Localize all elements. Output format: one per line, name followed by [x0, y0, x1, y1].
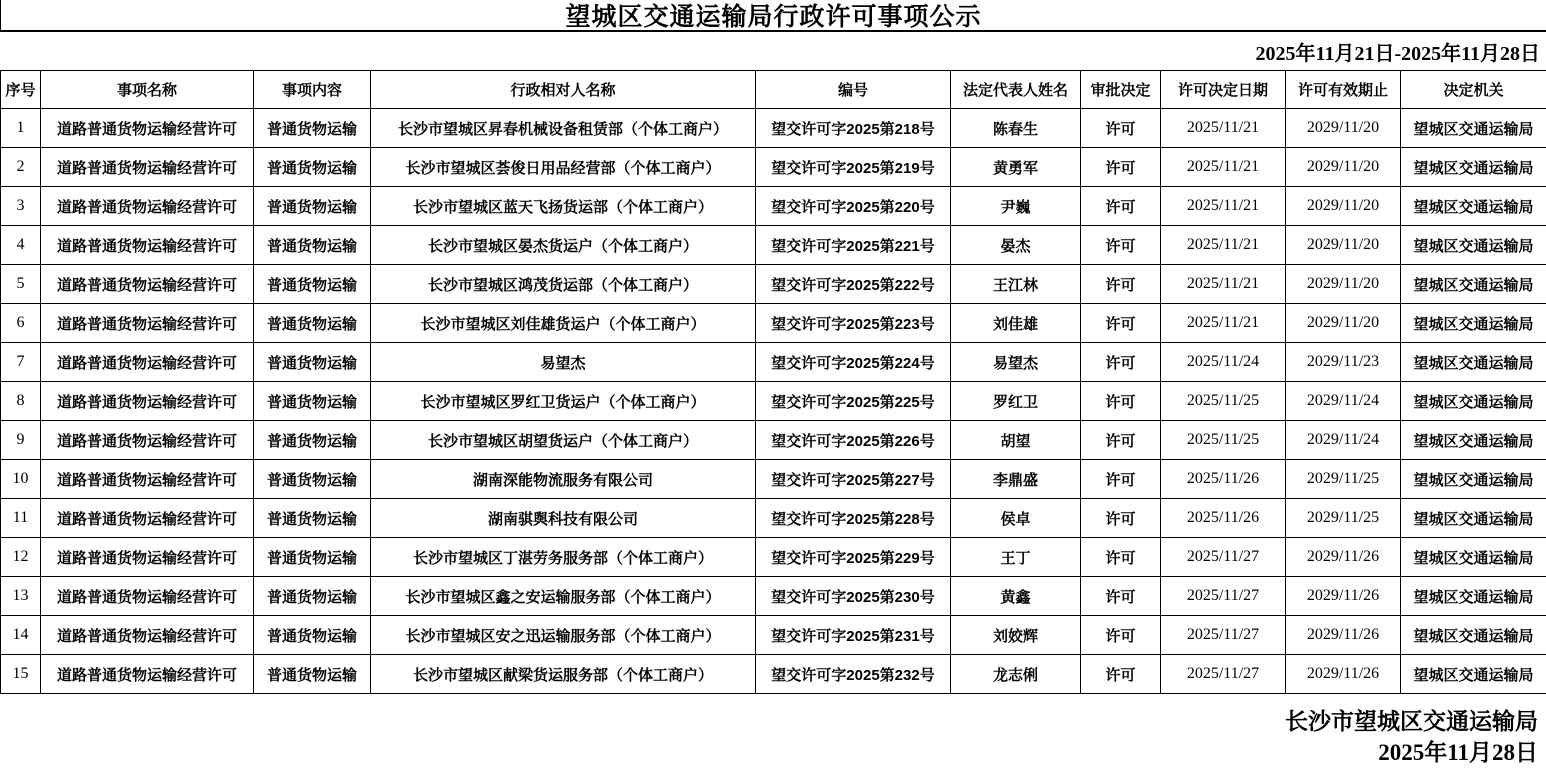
table-cell: 普通货物运输 — [254, 109, 371, 148]
table-cell: 王江林 — [951, 265, 1081, 304]
table-cell: 晏杰 — [951, 226, 1081, 265]
table-cell: 普通货物运输 — [254, 577, 371, 616]
table-row — [1, 655, 1546, 694]
table-cell: 望交许可字2025第225号 — [756, 382, 951, 421]
table-cell: 1 — [1, 109, 41, 148]
footer-date: 2025年11月28日 — [1378, 740, 1538, 765]
table-cell: 长沙市望城区晏杰货运户（个体工商户） — [371, 226, 756, 265]
table-cell: 望交许可字2025第220号 — [756, 187, 951, 226]
page-title: 望城区交通运输局行政许可事项公示 — [565, 4, 982, 31]
table-cell: 龙志俐 — [951, 655, 1081, 694]
table-cell: 道路普通货物运输经营许可 — [41, 148, 254, 187]
table-cell: 望城区交通运输局 — [1401, 343, 1546, 382]
table-cell: 2029/11/20 — [1286, 265, 1401, 304]
table-cell: 许可 — [1081, 577, 1161, 616]
table-cell: 许可 — [1081, 655, 1161, 694]
table-cell: 望城区交通运输局 — [1401, 226, 1546, 265]
table-cell: 普通货物运输 — [254, 226, 371, 265]
table-cell: 普通货物运输 — [254, 538, 371, 577]
table-cell: 长沙市望城区献梁货运服务部（个体工商户） — [371, 655, 756, 694]
table-cell: 2029/11/26 — [1286, 655, 1401, 694]
table-cell: 2025/11/24 — [1161, 343, 1286, 382]
table-cell: 道路普通货物运输经营许可 — [41, 538, 254, 577]
column-header-legal-representative: 法定代表人姓名 — [951, 71, 1081, 109]
column-header-counterpart-name: 行政相对人名称 — [371, 71, 756, 109]
table-cell: 望城区交通运输局 — [1401, 655, 1546, 694]
table-row — [1, 304, 1546, 343]
table-cell: 望交许可字2025第224号 — [756, 343, 951, 382]
table-cell: 望交许可字2025第227号 — [756, 460, 951, 499]
table-cell: 道路普通货物运输经营许可 — [41, 460, 254, 499]
table-cell: 望交许可字2025第229号 — [756, 538, 951, 577]
table-cell: 普通货物运输 — [254, 382, 371, 421]
table-cell: 道路普通货物运输经营许可 — [41, 499, 254, 538]
table-cell: 长沙市望城区刘佳雄货运户（个体工商户） — [371, 304, 756, 343]
table-cell: 陈春生 — [951, 109, 1081, 148]
column-header-expiry-date: 许可有效期止 — [1286, 71, 1401, 109]
table-cell: 望城区交通运输局 — [1401, 577, 1546, 616]
table-cell: 7 — [1, 343, 41, 382]
table-cell: 2 — [1, 148, 41, 187]
table-cell: 长沙市望城区丁湛劳务服务部（个体工商户） — [371, 538, 756, 577]
table-cell: 望交许可字2025第222号 — [756, 265, 951, 304]
table-cell: 许可 — [1081, 148, 1161, 187]
table-cell: 13 — [1, 577, 41, 616]
table-cell: 侯卓 — [951, 499, 1081, 538]
table-cell: 许可 — [1081, 499, 1161, 538]
table-cell: 湖南深能物流服务有限公司 — [371, 460, 756, 499]
table-cell: 4 — [1, 226, 41, 265]
table-cell: 6 — [1, 304, 41, 343]
table-cell: 易望杰 — [371, 343, 756, 382]
table-cell: 许可 — [1081, 265, 1161, 304]
table-cell: 长沙市望城区安之迅运输服务部（个体工商户） — [371, 616, 756, 655]
table-cell: 望交许可字2025第223号 — [756, 304, 951, 343]
table-cell: 2029/11/20 — [1286, 187, 1401, 226]
table-cell: 许可 — [1081, 343, 1161, 382]
table-cell: 道路普通货物运输经营许可 — [41, 655, 254, 694]
table-cell: 望城区交通运输局 — [1401, 538, 1546, 577]
table-cell: 长沙市望城区鸿茂货运部（个体工商户） — [371, 265, 756, 304]
table-cell: 望交许可字2025第228号 — [756, 499, 951, 538]
table-cell: 黄鑫 — [951, 577, 1081, 616]
table-cell: 2029/11/26 — [1286, 577, 1401, 616]
table-cell: 2029/11/25 — [1286, 499, 1401, 538]
table-cell: 望交许可字2025第218号 — [756, 109, 951, 148]
table-cell: 12 — [1, 538, 41, 577]
table-cell: 道路普通货物运输经营许可 — [41, 304, 254, 343]
date-range-bar — [0, 32, 1546, 70]
table-cell: 普通货物运输 — [254, 304, 371, 343]
table-cell: 刘佳雄 — [951, 304, 1081, 343]
table-cell: 2025/11/25 — [1161, 382, 1286, 421]
table-cell: 2025/11/21 — [1161, 265, 1286, 304]
column-header-decision-date: 许可决定日期 — [1161, 71, 1286, 109]
table-cell: 望交许可字2025第219号 — [756, 148, 951, 187]
table-cell: 望城区交通运输局 — [1401, 109, 1546, 148]
table-row — [1, 616, 1546, 655]
table-cell: 许可 — [1081, 109, 1161, 148]
table-cell: 15 — [1, 655, 41, 694]
table-cell: 望城区交通运输局 — [1401, 304, 1546, 343]
table-cell: 2029/11/25 — [1286, 460, 1401, 499]
table-cell: 2025/11/26 — [1161, 499, 1286, 538]
table-cell: 许可 — [1081, 382, 1161, 421]
table-cell: 2025/11/21 — [1161, 187, 1286, 226]
table-cell: 长沙市望城区蓝天飞扬货运部（个体工商户） — [371, 187, 756, 226]
table-cell: 2025/11/27 — [1161, 538, 1286, 577]
table-cell: 2029/11/26 — [1286, 616, 1401, 655]
table-cell: 道路普通货物运输经营许可 — [41, 109, 254, 148]
table-cell: 道路普通货物运输经营许可 — [41, 421, 254, 460]
table-cell: 道路普通货物运输经营许可 — [41, 187, 254, 226]
table-cell: 道路普通货物运输经营许可 — [41, 343, 254, 382]
table-cell: 许可 — [1081, 421, 1161, 460]
table-cell: 普通货物运输 — [254, 460, 371, 499]
title-bar — [0, 0, 1546, 32]
table-cell: 道路普通货物运输经营许可 — [41, 226, 254, 265]
column-header-index: 序号 — [1, 71, 41, 109]
table-cell: 许可 — [1081, 616, 1161, 655]
table-cell: 罗红卫 — [951, 382, 1081, 421]
table-cell: 长沙市望城区鑫之安运输服务部（个体工商户） — [371, 577, 756, 616]
table-cell: 王丁 — [951, 538, 1081, 577]
table-cell: 2025/11/21 — [1161, 148, 1286, 187]
table-cell: 普通货物运输 — [254, 421, 371, 460]
table-cell: 8 — [1, 382, 41, 421]
table-cell: 3 — [1, 187, 41, 226]
table-cell: 2029/11/23 — [1286, 343, 1401, 382]
table-cell: 易望杰 — [951, 343, 1081, 382]
table-cell: 长沙市望城区昇春机械设备租赁部（个体工商户） — [371, 109, 756, 148]
table-row — [1, 577, 1546, 616]
table-row — [1, 109, 1546, 148]
table-cell: 李鼎盛 — [951, 460, 1081, 499]
table-cell: 普通货物运输 — [254, 655, 371, 694]
table-cell: 2029/11/20 — [1286, 148, 1401, 187]
table-row — [1, 187, 1546, 226]
table-cell: 2025/11/26 — [1161, 460, 1286, 499]
table-cell: 2025/11/21 — [1161, 226, 1286, 265]
table-cell: 胡望 — [951, 421, 1081, 460]
table-row — [1, 265, 1546, 304]
column-header-item-content: 事项内容 — [254, 71, 371, 109]
table-cell: 普通货物运输 — [254, 187, 371, 226]
table-cell: 道路普通货物运输经营许可 — [41, 577, 254, 616]
table-cell: 刘姣辉 — [951, 616, 1081, 655]
table-cell: 2025/11/21 — [1161, 304, 1286, 343]
table-row — [1, 343, 1546, 382]
table-cell: 2029/11/20 — [1286, 109, 1401, 148]
table-cell: 2029/11/24 — [1286, 382, 1401, 421]
footer — [1285, 706, 1538, 768]
date-range: 2025年11月21日-2025年11月28日 — [1255, 42, 1540, 65]
column-header-authority: 决定机关 — [1401, 71, 1546, 109]
table-cell: 长沙市望城区荟俊日用品经营部（个体工商户） — [371, 148, 756, 187]
table-cell: 长沙市望城区胡望货运户（个体工商户） — [371, 421, 756, 460]
table-cell: 许可 — [1081, 187, 1161, 226]
table-cell: 望交许可字2025第230号 — [756, 577, 951, 616]
table-row — [1, 148, 1546, 187]
table-cell: 2029/11/26 — [1286, 538, 1401, 577]
table-cell: 尹巍 — [951, 187, 1081, 226]
table-cell: 望城区交通运输局 — [1401, 382, 1546, 421]
table-cell: 2025/11/25 — [1161, 421, 1286, 460]
table-row — [1, 460, 1546, 499]
table-cell: 许可 — [1081, 304, 1161, 343]
table-body — [1, 109, 1546, 694]
table-cell: 许可 — [1081, 538, 1161, 577]
table-cell: 2025/11/27 — [1161, 655, 1286, 694]
table-cell: 望城区交通运输局 — [1401, 265, 1546, 304]
table-cell: 普通货物运输 — [254, 616, 371, 655]
table-cell: 望交许可字2025第231号 — [756, 616, 951, 655]
table-cell: 黄勇军 — [951, 148, 1081, 187]
table-cell: 望城区交通运输局 — [1401, 148, 1546, 187]
table-row — [1, 538, 1546, 577]
table-cell: 11 — [1, 499, 41, 538]
table-cell: 9 — [1, 421, 41, 460]
column-header-approval-decision: 审批决定 — [1081, 71, 1161, 109]
permits-table — [0, 70, 1546, 694]
table-cell: 2029/11/24 — [1286, 421, 1401, 460]
table-row — [1, 382, 1546, 421]
table-cell: 许可 — [1081, 226, 1161, 265]
table-row — [1, 226, 1546, 265]
table-cell: 许可 — [1081, 460, 1161, 499]
footer-signature: 长沙市望城区交通运输局 — [1285, 709, 1538, 734]
header-row — [1, 71, 1546, 109]
table-cell: 2029/11/20 — [1286, 304, 1401, 343]
table-cell: 5 — [1, 265, 41, 304]
table-cell: 道路普通货物运输经营许可 — [41, 382, 254, 421]
table-cell: 望城区交通运输局 — [1401, 421, 1546, 460]
table-cell: 望城区交通运输局 — [1401, 460, 1546, 499]
table-cell: 望城区交通运输局 — [1401, 187, 1546, 226]
table-cell: 普通货物运输 — [254, 499, 371, 538]
table-cell: 望交许可字2025第221号 — [756, 226, 951, 265]
table-cell: 普通货物运输 — [254, 343, 371, 382]
table-cell: 10 — [1, 460, 41, 499]
table-cell: 长沙市望城区罗红卫货运户（个体工商户） — [371, 382, 756, 421]
table-cell: 14 — [1, 616, 41, 655]
table-cell: 2025/11/27 — [1161, 616, 1286, 655]
column-header-item-name: 事项名称 — [41, 71, 254, 109]
table-cell: 望城区交通运输局 — [1401, 616, 1546, 655]
table-cell: 普通货物运输 — [254, 265, 371, 304]
table-row — [1, 421, 1546, 460]
table-cell: 道路普通货物运输经营许可 — [41, 265, 254, 304]
table-cell: 2029/11/20 — [1286, 226, 1401, 265]
table-cell: 望交许可字2025第232号 — [756, 655, 951, 694]
table-cell: 2025/11/21 — [1161, 109, 1286, 148]
table-cell: 普通货物运输 — [254, 148, 371, 187]
table-header — [1, 71, 1546, 109]
table-cell: 望城区交通运输局 — [1401, 499, 1546, 538]
table-row — [1, 499, 1546, 538]
column-header-permit-number: 编号 — [756, 71, 951, 109]
table-cell: 湖南骐舆科技有限公司 — [371, 499, 756, 538]
table-cell: 望交许可字2025第226号 — [756, 421, 951, 460]
table-cell: 道路普通货物运输经营许可 — [41, 616, 254, 655]
table-cell: 2025/11/27 — [1161, 577, 1286, 616]
